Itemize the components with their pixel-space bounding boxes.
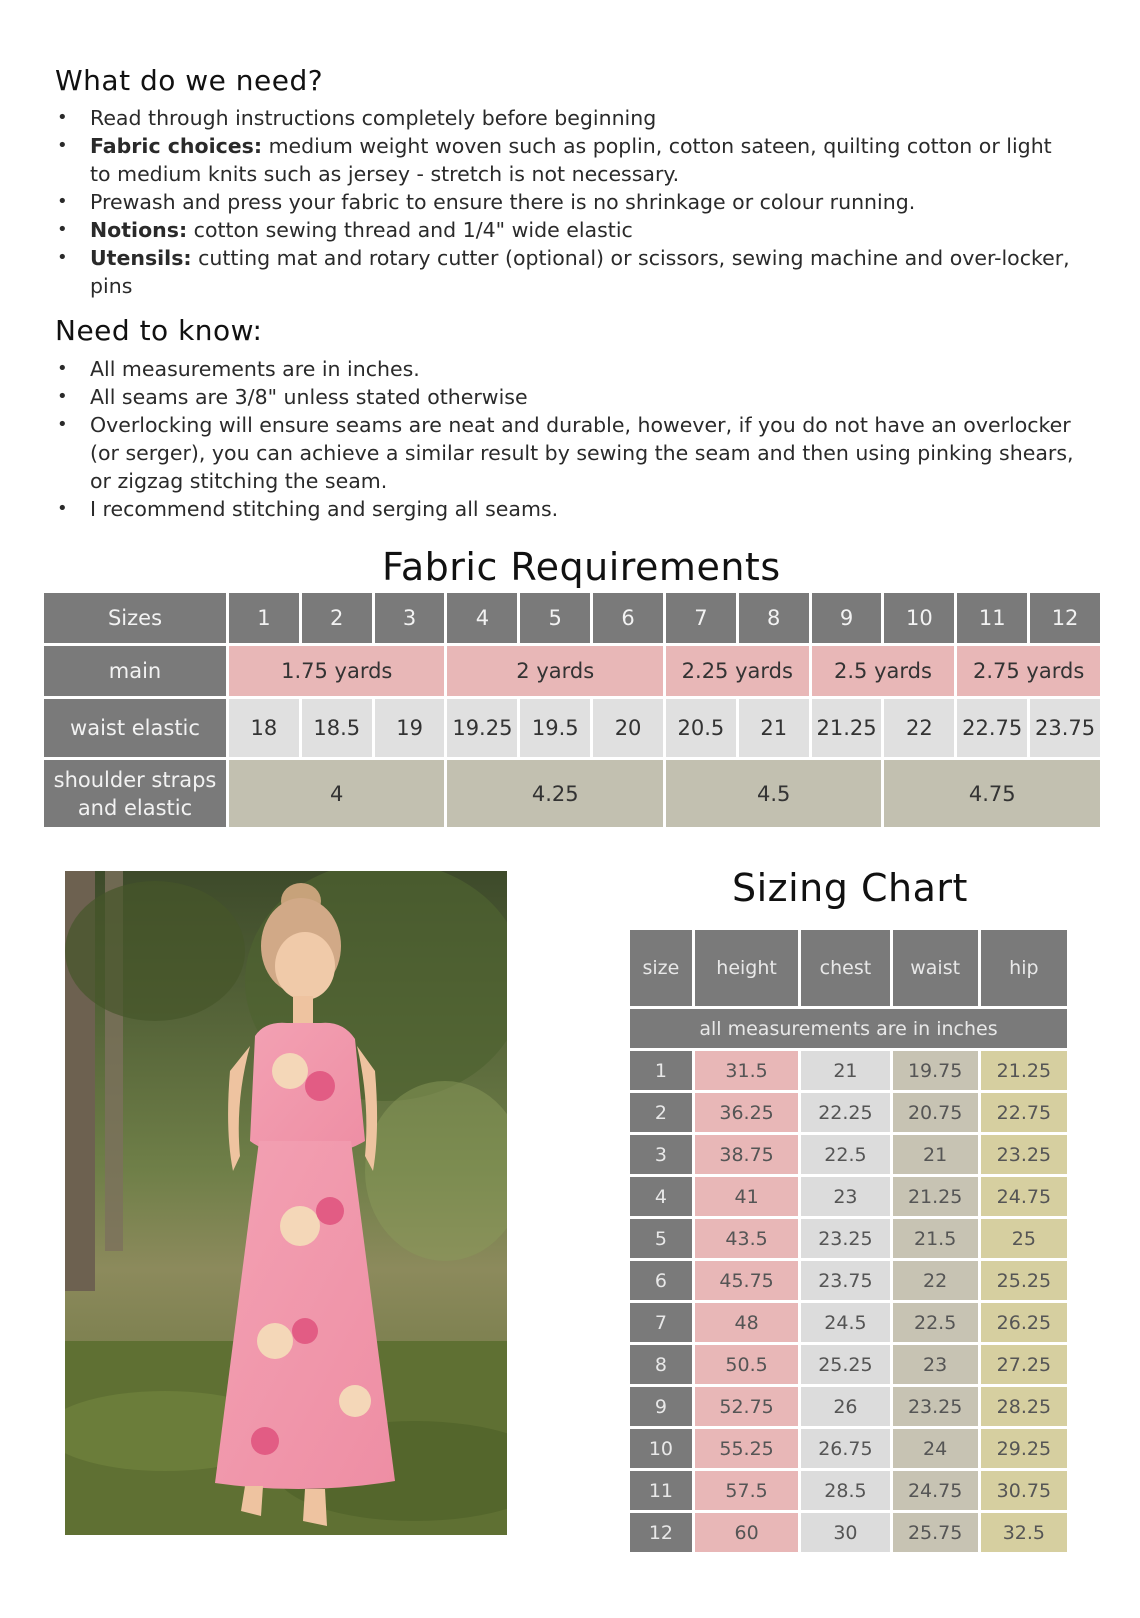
table-row — [44, 699, 1100, 757]
list-item: • All seams are 3/8" unless stated otherwise — [55, 383, 1075, 411]
sizing-cell: 12 — [630, 1513, 692, 1552]
table-row — [630, 1303, 1067, 1342]
sizing-cell: 19.75 — [893, 1051, 978, 1090]
main-cell: 2.75 yards — [957, 646, 1100, 696]
table-row — [630, 1345, 1067, 1384]
table-row — [630, 1387, 1067, 1426]
table-row — [630, 1219, 1067, 1258]
measurement-note: all measurements are in inches — [630, 1009, 1067, 1048]
sizing-cell: 28.5 — [801, 1471, 889, 1510]
size-cell: 4 — [447, 593, 517, 643]
sizing-cell: 21 — [801, 1051, 889, 1090]
list-item: • Prewash and press your fabric to ensure there is no shrinkage or colour running. — [55, 188, 1075, 216]
need-to-know-heading: Need to know: — [55, 314, 263, 347]
sizing-cell: 24.75 — [893, 1471, 978, 1510]
waist-cell: 22 — [884, 699, 954, 757]
fabric-requirements-table — [41, 590, 1103, 830]
size-cell: 10 — [884, 593, 954, 643]
table-row — [630, 1177, 1067, 1216]
need-to-know-list — [55, 355, 1075, 523]
main-cell: 2.5 yards — [812, 646, 955, 696]
sizing-cell: 21.25 — [981, 1051, 1067, 1090]
sizing-cell: 23.25 — [893, 1387, 978, 1426]
sizing-cell: 21.5 — [893, 1219, 978, 1258]
header-cell: waist — [893, 930, 978, 1006]
sizing-cell: 30 — [801, 1513, 889, 1552]
straps-cell: 4 — [229, 760, 444, 827]
sizing-cell: 22.25 — [801, 1093, 889, 1132]
sizing-cell: 23.25 — [981, 1135, 1067, 1174]
size-cell: 8 — [739, 593, 809, 643]
sizing-cell: 25.25 — [801, 1345, 889, 1384]
sizing-cell: 22.5 — [801, 1135, 889, 1174]
sizing-cell: 32.5 — [981, 1513, 1067, 1552]
sizing-cell: 55.25 — [695, 1429, 798, 1468]
main-label: main — [44, 646, 226, 696]
waist-cell: 21.25 — [812, 699, 882, 757]
table-row — [630, 1051, 1067, 1090]
table-row — [44, 646, 1100, 696]
table-row — [630, 930, 1067, 1006]
size-cell: 5 — [520, 593, 590, 643]
header-cell: size — [630, 930, 692, 1006]
sizing-cell: 20.75 — [893, 1093, 978, 1132]
sizing-cell: 36.25 — [695, 1093, 798, 1132]
sizing-cell: 60 — [695, 1513, 798, 1552]
table-row — [630, 1093, 1067, 1132]
table-row — [44, 760, 1100, 827]
sizing-cell: 28.25 — [981, 1387, 1067, 1426]
waist-cell: 23.75 — [1030, 699, 1100, 757]
sizing-chart-title: Sizing Chart — [732, 866, 968, 910]
list-item: • Notions: cotton sewing thread and 1/4" wide elastic — [55, 216, 1075, 244]
sizing-cell: 23.25 — [801, 1219, 889, 1258]
size-cell: 12 — [1030, 593, 1100, 643]
header-cell: height — [695, 930, 798, 1006]
waist-cell: 19.5 — [520, 699, 590, 757]
size-cell: 2 — [302, 593, 372, 643]
waist-cell: 18.5 — [302, 699, 372, 757]
sizing-cell: 4 — [630, 1177, 692, 1216]
waist-cell: 21 — [739, 699, 809, 757]
what-we-need-heading: What do we need? — [55, 64, 324, 97]
sizing-cell: 41 — [695, 1177, 798, 1216]
straps-cell: 4.25 — [447, 760, 662, 827]
size-cell: 6 — [593, 593, 663, 643]
sizing-cell: 25 — [981, 1219, 1067, 1258]
waist-cell: 19 — [375, 699, 445, 757]
sizing-cell: 38.75 — [695, 1135, 798, 1174]
what-we-need-list — [55, 104, 1075, 300]
shoulder-straps-label: shoulder straps and elastic — [44, 760, 226, 827]
table-row — [630, 1471, 1067, 1510]
sizing-cell: 6 — [630, 1261, 692, 1300]
fabric-requirements-title: Fabric Requirements — [382, 545, 781, 589]
sizing-cell: 22.75 — [981, 1093, 1067, 1132]
sizing-cell: 57.5 — [695, 1471, 798, 1510]
model-photo-image — [65, 871, 507, 1535]
list-item: • Read through instructions completely before beginning — [55, 104, 1075, 132]
sizing-cell: 29.25 — [981, 1429, 1067, 1468]
sizing-cell: 23 — [801, 1177, 889, 1216]
sizing-cell: 9 — [630, 1387, 692, 1426]
table-row — [630, 1513, 1067, 1552]
straps-cell: 4.5 — [666, 760, 881, 827]
waist-cell: 18 — [229, 699, 299, 757]
waist-elastic-label: waist elastic — [44, 699, 226, 757]
sizing-cell: 24 — [893, 1429, 978, 1468]
model-photo — [65, 871, 507, 1535]
table-row — [630, 1135, 1067, 1174]
table-row — [44, 593, 1100, 643]
sizing-cell: 43.5 — [695, 1219, 798, 1258]
sizing-cell: 8 — [630, 1345, 692, 1384]
straps-cell: 4.75 — [884, 760, 1100, 827]
sizing-cell: 45.75 — [695, 1261, 798, 1300]
size-cell: 9 — [812, 593, 882, 643]
sizing-cell: 26.25 — [981, 1303, 1067, 1342]
table-row — [630, 1009, 1067, 1048]
table-row — [630, 1429, 1067, 1468]
sizing-cell: 11 — [630, 1471, 692, 1510]
header-cell: hip — [981, 930, 1067, 1006]
sizing-cell: 1 — [630, 1051, 692, 1090]
sizing-cell: 10 — [630, 1429, 692, 1468]
list-item: • I recommend stitching and serging all seams. — [55, 495, 1075, 523]
sizing-cell: 30.75 — [981, 1471, 1067, 1510]
sizes-label: Sizes — [44, 593, 226, 643]
size-cell: 7 — [666, 593, 736, 643]
main-cell: 2 yards — [447, 646, 662, 696]
waist-cell: 22.75 — [957, 699, 1027, 757]
sizing-cell: 23 — [893, 1345, 978, 1384]
sizing-cell: 52.75 — [695, 1387, 798, 1426]
sizing-cell: 7 — [630, 1303, 692, 1342]
list-item: • All measurements are in inches. — [55, 355, 1075, 383]
sizing-cell: 3 — [630, 1135, 692, 1174]
size-cell: 11 — [957, 593, 1027, 643]
waist-cell: 20 — [593, 699, 663, 757]
sizing-cell: 26 — [801, 1387, 889, 1426]
sizing-cell: 22.5 — [893, 1303, 978, 1342]
sizing-cell: 22 — [893, 1261, 978, 1300]
list-item: • Fabric choices: medium weight woven such as poplin, cotton sateen, quilting cotton or light to medium knits such as jersey - stretch is not necessary. — [55, 132, 1075, 188]
sizing-chart-table — [627, 927, 1070, 1555]
list-item: • Utensils: cutting mat and rotary cutter (optional) or scissors, sewing machine and over-locker, pins — [55, 244, 1075, 300]
sizing-cell: 21 — [893, 1135, 978, 1174]
size-cell: 1 — [229, 593, 299, 643]
main-cell: 1.75 yards — [229, 646, 444, 696]
waist-cell: 20.5 — [666, 699, 736, 757]
header-cell: chest — [801, 930, 889, 1006]
sizing-cell: 27.25 — [981, 1345, 1067, 1384]
sizing-cell: 21.25 — [893, 1177, 978, 1216]
sizing-cell: 48 — [695, 1303, 798, 1342]
sizing-cell: 24.75 — [981, 1177, 1067, 1216]
sizing-cell: 2 — [630, 1093, 692, 1132]
sizing-cell: 31.5 — [695, 1051, 798, 1090]
sizing-cell: 25.75 — [893, 1513, 978, 1552]
sizing-cell: 5 — [630, 1219, 692, 1258]
sizing-cell: 25.25 — [981, 1261, 1067, 1300]
sizing-cell: 26.75 — [801, 1429, 889, 1468]
size-cell: 3 — [375, 593, 445, 643]
sizing-cell: 24.5 — [801, 1303, 889, 1342]
sizing-cell: 50.5 — [695, 1345, 798, 1384]
waist-cell: 19.25 — [447, 699, 517, 757]
main-cell: 2.25 yards — [666, 646, 809, 696]
list-item: • Overlocking will ensure seams are neat and durable, however, if you do not have an overlocker (or serger), you can achieve a similar result by sewing the seam and then using pinking shears, or zigzag stitching the seam. — [55, 411, 1075, 495]
table-row — [630, 1261, 1067, 1300]
sizing-cell: 23.75 — [801, 1261, 889, 1300]
